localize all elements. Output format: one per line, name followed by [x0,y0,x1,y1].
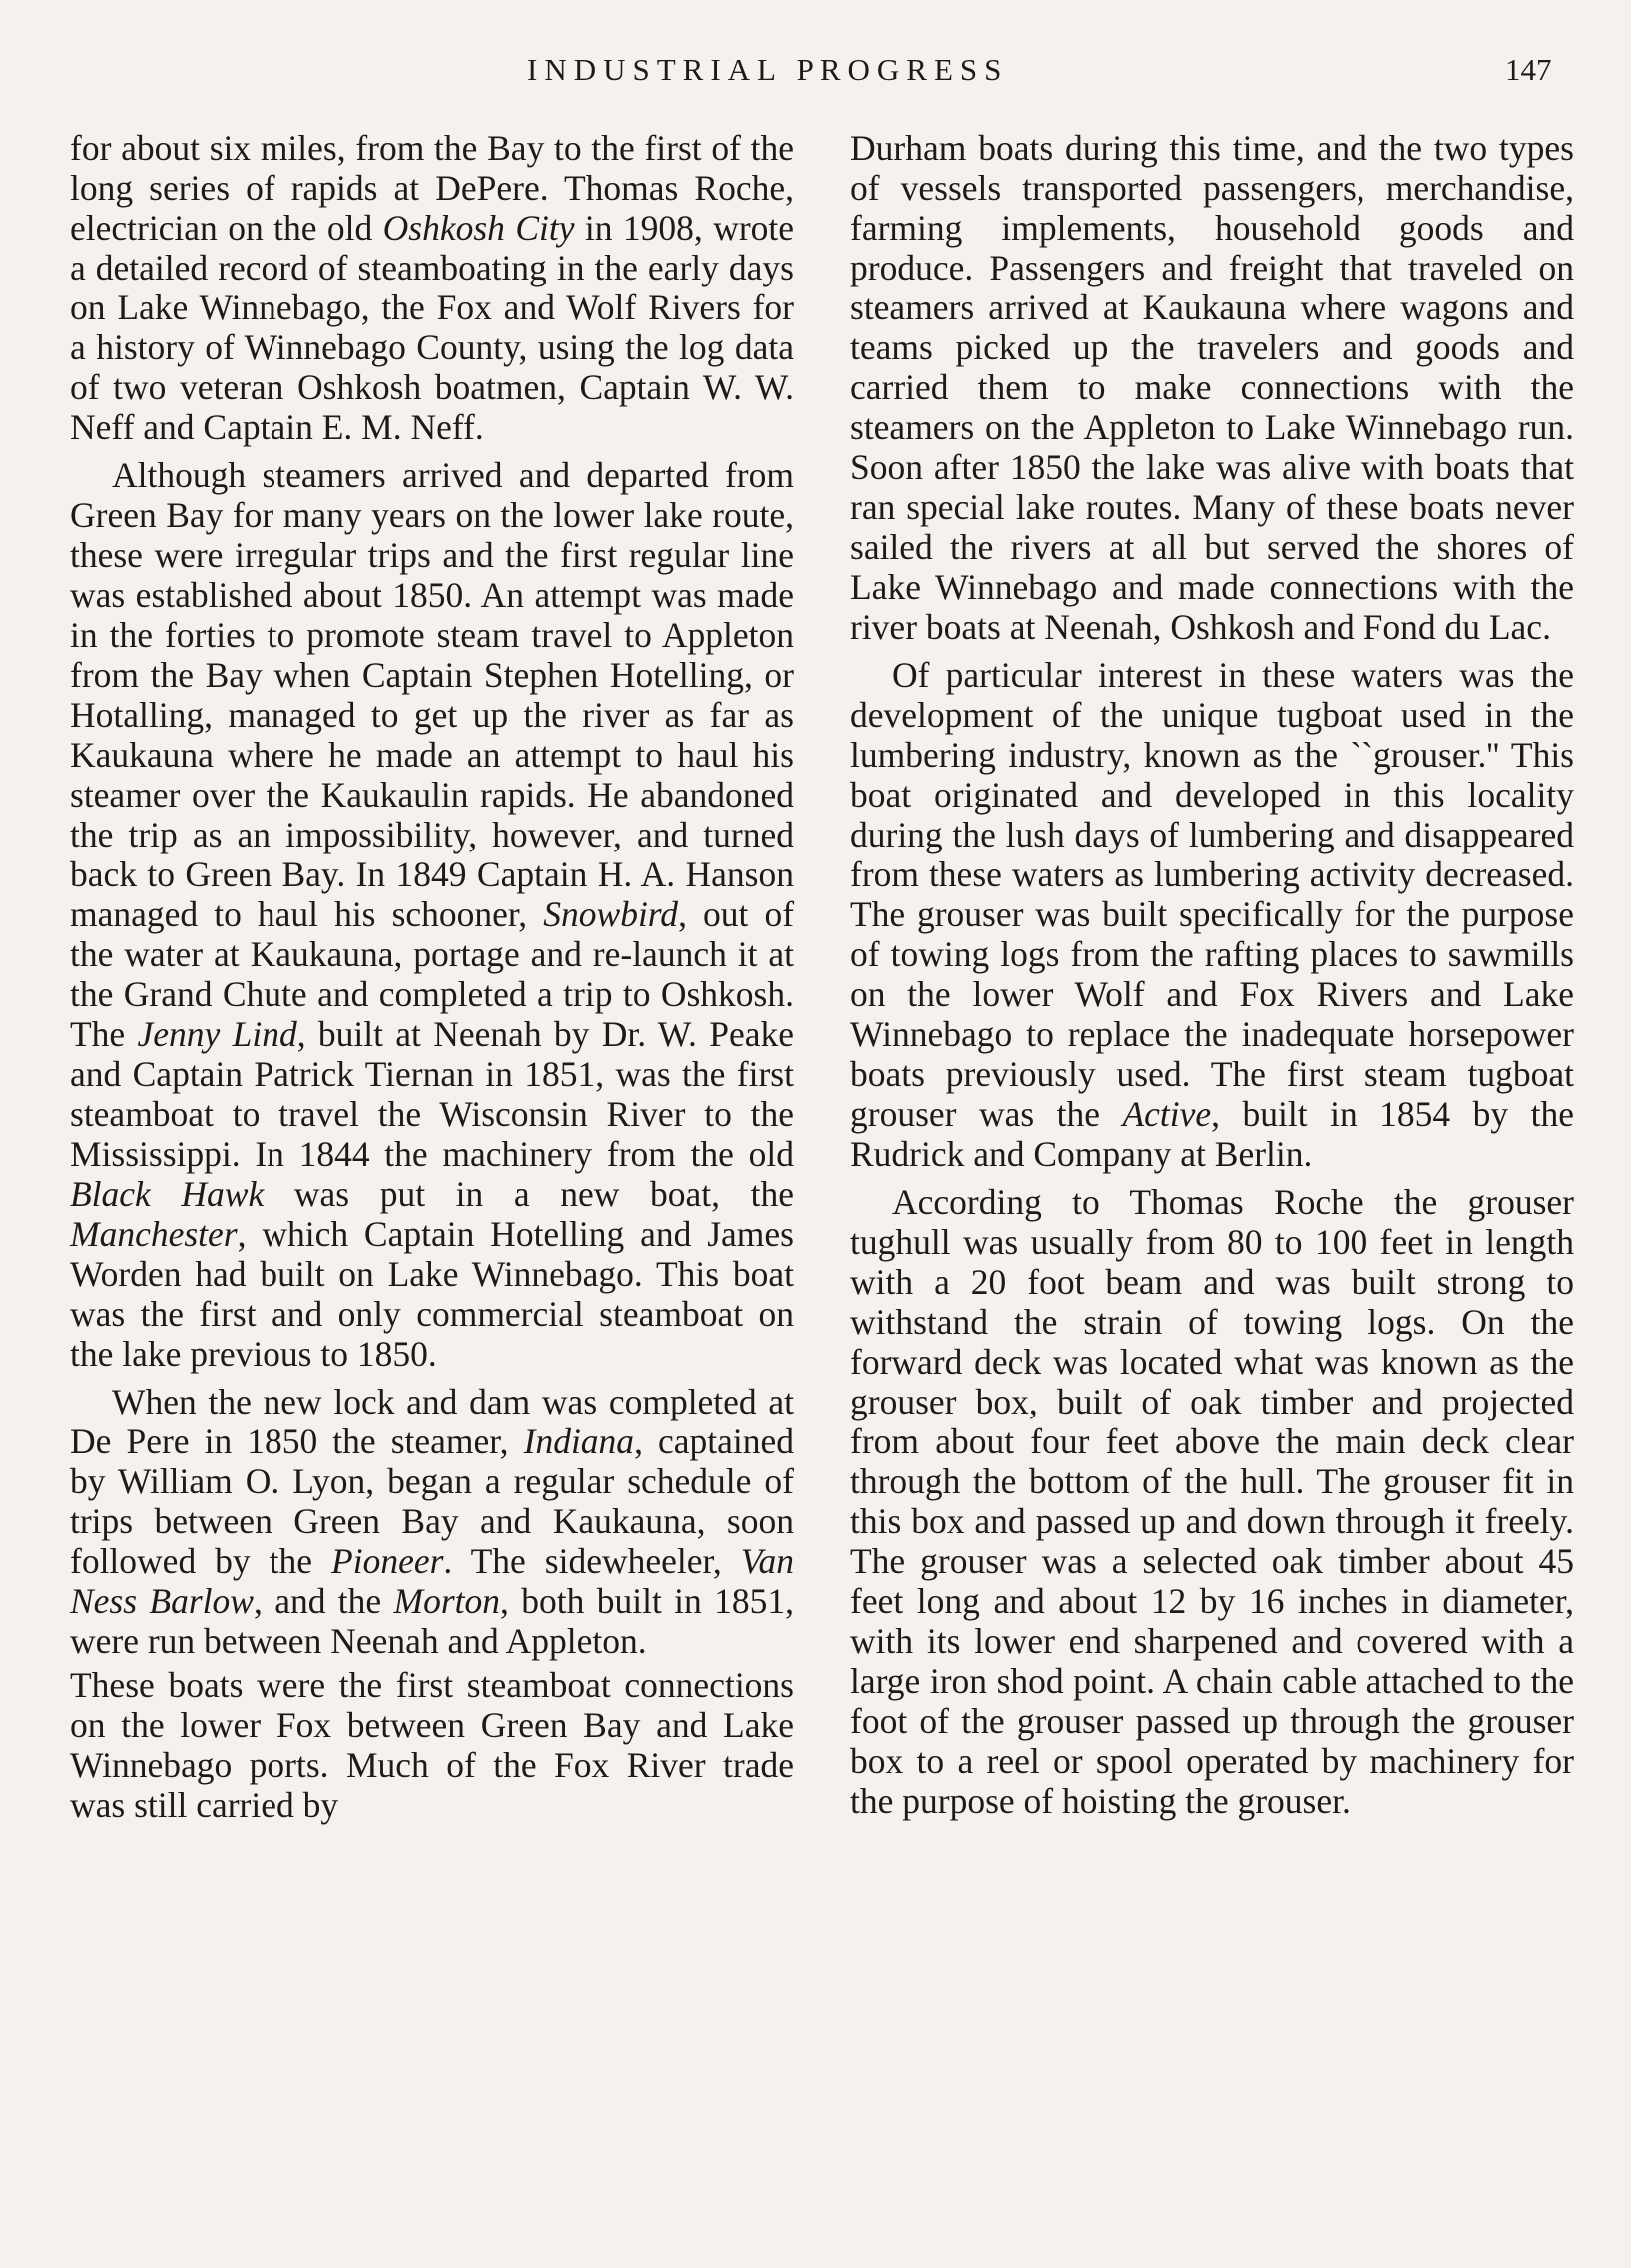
paragraph [70,128,794,447]
paragraph-text: was put in a new boat, the [293,1174,795,1214]
ship-name: Black Hawk [70,1174,265,1214]
paragraph-text: , out of the water at Kaukauna, portage and re-launch it at the Grand Chute and completed a trip to Oshkosh. The [70,894,795,1054]
ship-name: Snowbird [543,894,679,934]
ship-name: Morton [393,1581,501,1621]
ship-name: Manchester [70,1214,238,1254]
ship-name: Van Ness Barlow [70,1541,795,1621]
paragraph-text: When the new lock and dam was completed at De Pere in 1850 the steamer, [70,1382,794,1461]
running-title: INDUSTRIAL PROGRESS [527,52,1009,87]
paragraph-text: According to Thomas Roche the grouser tughull was usually from 80 to 100 feet in length with a 20 foot beam and was built strong to withstand the strain of towing logs. On the forward deck was located what was known as the grouser box, built of oak timber and projected from about four feet above the main deck clear through the bottom of the hull. The grouser fit in this box and passed up and down through it freely. The grouser was a selected oak timber about 45 feet long and about 12 by 16 inches in diameter, with its lower end sharpened and covered with a large iron shod point. A chain cable attached to the foot of the grouser passed up through the grouser box to a reel or spool operated by machinery for the purpose of hoisting the grouser. [850,1182,1574,1821]
page-number: 147 [1505,52,1552,87]
paragraph [850,655,1574,1174]
ship-name: Pioneer [331,1541,444,1581]
paragraph-text: , captained by William O. Lyon, began a regular schedule of trips between Green Bay and Kaukauna, soon followed by the [70,1421,794,1581]
paragraph-text: These boats were the first steamboat connections on the lower Fox between Green Bay and Lake Winnebago ports. Much of the Fox River trade was still carried by [70,1665,794,1825]
paragraph [70,455,794,1374]
running-header [0,48,1631,92]
paragraph-text: , built at Neenah by Dr. W. Peake and Captain Patrick Tiernan in 1851, was the first steamboat to travel the Wisconsin River to the Mississippi. In 1844 the machinery from the old [70,1014,794,1174]
paragraph-text: , built in 1854 by the Rudrick and Company at Berlin. [850,1094,1575,1174]
left-column [70,128,794,1833]
paragraph-text: Of particular interest in these waters was the development of the unique tugboat used in the lumbering industry, known as the ``grouser.'' This boat originated and developed in this locality during the lush days of lumbering and disappeared from these waters as lumbering activity decreased. The grouser was built specifically for the purpose of towing logs from the rafting places to sawmills on the lower Wolf and Fox Rivers and Lake Winnebago to replace the inadequate horsepower boats previously used. The first steam tugboat grouser was the [850,655,1574,1134]
ship-name: Active [1122,1094,1212,1134]
right-column [850,128,1574,1829]
paragraph [850,128,1574,647]
paragraph [850,1182,1574,1821]
paragraph-text: , both built in 1851, were run between Neenah and Appleton. [70,1581,794,1661]
paragraph-text: Durham boats during this time, and the two types of vessels transported passengers, merchandise, farming implements, household goods and produce. Passengers and freight that traveled on steamers arrived at Kaukauna where wagons and teams picked up the travelers and goods and carried them to make connections with the steamers on the Appleton to Lake Winnebago run. Soon after 1850 the lake was alive with boats that ran special lake routes. Many of these boats never sailed the rivers at all but served the shores of Lake Winnebago and made connections with the river boats at Neenah, Oshkosh and Fond du Lac. [850,128,1574,647]
ship-name: Indiana [523,1421,635,1461]
paragraph-text: in 1908, wrote a detailed record of steamboating in the early days on Lake Winnebago, the Fox and Wolf Rivers for a history of Winnebago County, using the log data of two veteran Oshkosh boatmen, Captain W. W. Neff and Captain E. M. Neff. [70,208,795,447]
paragraph-text: for about six miles, from the Bay to the first of the long series of rapids at DePere. Thomas Roche, electrician on the old [70,128,794,248]
paragraph-text: , and the [253,1581,382,1621]
ship-name: Oshkosh City [382,208,575,248]
paragraph-text: Although steamers arrived and departed from Green Bay for many years on the lower lake route, these were irregular trips and the first regular line was established about 1850. An attempt was made in the forties to promote steam travel to Appleton from the Bay when Captain Stephen Hotelling, or Hotalling, managed to get up the river as far as Kaukauna where he made an attempt to haul his steamer over the Kaukaulin rapids. He abandoned the trip as an impossibility, however, and turned back to Green Bay. In 1849 Captain H. A. Hanson managed to haul his schooner, [70,455,794,934]
ship-name: Jenny Lind [137,1014,297,1054]
paragraph [70,1665,794,1825]
paragraph-text: , which Captain Hotelling and James Worden had built on Lake Winnebago. This boat was the first and only commercial steamboat on the lake previous to 1850. [70,1214,794,1374]
paragraph-text: . The sidewheeler, [443,1541,722,1581]
paragraph [70,1382,794,1661]
